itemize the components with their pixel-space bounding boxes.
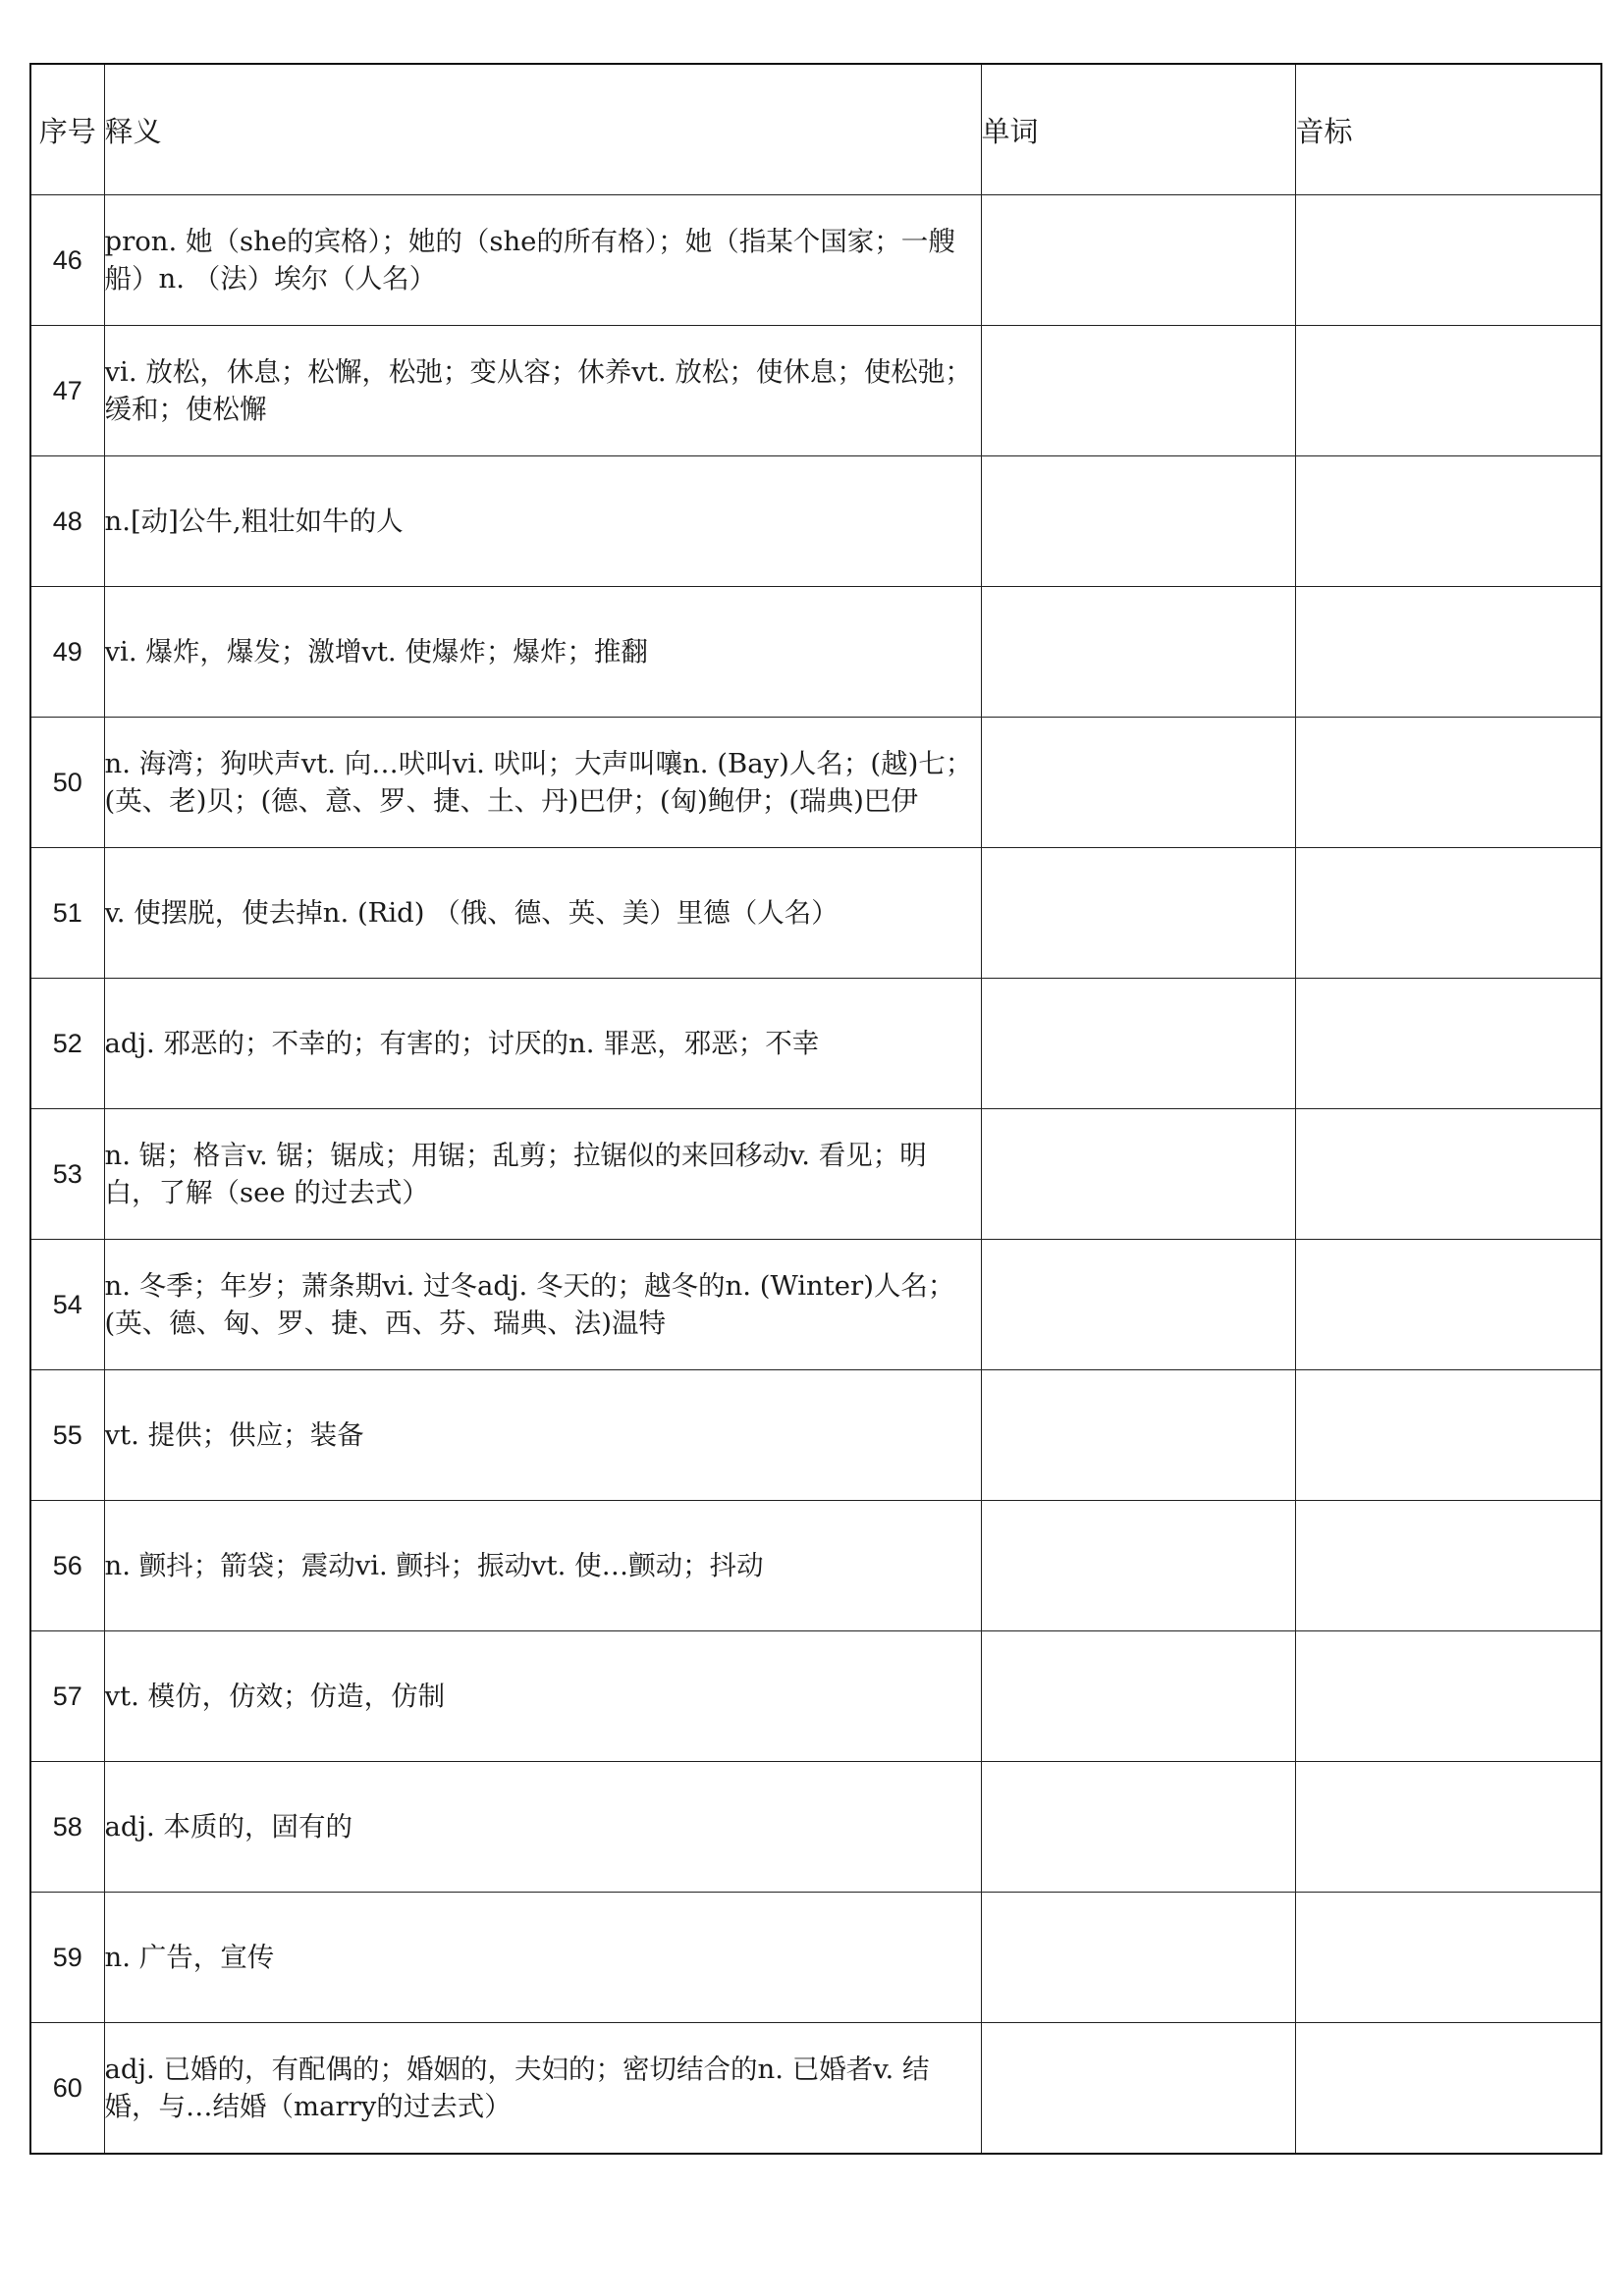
row-definition: vt. 提供；供应；装备 <box>104 1370 981 1501</box>
row-number: 55 <box>30 1370 104 1501</box>
row-word-cell[interactable] <box>981 456 1295 587</box>
row-phonetic-cell[interactable] <box>1295 718 1601 848</box>
row-word-cell[interactable] <box>981 718 1295 848</box>
row-word-cell[interactable] <box>981 2023 1295 2155</box>
table-row <box>30 1501 1601 1631</box>
row-definition: vi. 放松，休息；松懈，松弛；变从容；休养vt. 放松；使休息；使松弛；缓和；使松懈 <box>104 326 981 456</box>
row-phonetic-cell[interactable] <box>1295 326 1601 456</box>
row-definition: vt. 模仿，仿效；仿造，仿制 <box>104 1631 981 1762</box>
row-definition: n. 锯；格言v. 锯；锯成；用锯；乱剪；拉锯似的来回移动v. 看见；明白，了解（see 的过去式） <box>104 1109 981 1240</box>
row-word-cell[interactable] <box>981 1893 1295 2023</box>
vocabulary-table <box>29 63 1602 2155</box>
table-row <box>30 326 1601 456</box>
row-phonetic-cell[interactable] <box>1295 195 1601 326</box>
row-definition: pron. 她（she的宾格）；她的（she的所有格）；她（指某个国家；一艘船）n. （法）埃尔（人名） <box>104 195 981 326</box>
table-row <box>30 979 1601 1109</box>
table-row <box>30 195 1601 326</box>
row-number: 47 <box>30 326 104 456</box>
table-row <box>30 587 1601 718</box>
table-row <box>30 1762 1601 1893</box>
row-number: 57 <box>30 1631 104 1762</box>
header-number: 序号 <box>30 64 104 195</box>
table-row <box>30 1893 1601 2023</box>
row-phonetic-cell[interactable] <box>1295 456 1601 587</box>
table-row <box>30 718 1601 848</box>
row-number: 48 <box>30 456 104 587</box>
row-word-cell[interactable] <box>981 1240 1295 1370</box>
row-word-cell[interactable] <box>981 326 1295 456</box>
row-number: 51 <box>30 848 104 979</box>
row-phonetic-cell[interactable] <box>1295 1501 1601 1631</box>
table-row <box>30 848 1601 979</box>
row-word-cell[interactable] <box>981 1370 1295 1501</box>
row-definition: adj. 邪恶的；不幸的；有害的；讨厌的n. 罪恶，邪恶；不幸 <box>104 979 981 1109</box>
row-definition: n. 颤抖；箭袋；震动vi. 颤抖；振动vt. 使…颤动；抖动 <box>104 1501 981 1631</box>
row-word-cell[interactable] <box>981 1631 1295 1762</box>
row-number: 50 <box>30 718 104 848</box>
row-phonetic-cell[interactable] <box>1295 1631 1601 1762</box>
row-phonetic-cell[interactable] <box>1295 2023 1601 2155</box>
table-row <box>30 1370 1601 1501</box>
header-phonetic: 音标 <box>1295 64 1601 195</box>
row-word-cell[interactable] <box>981 195 1295 326</box>
row-word-cell[interactable] <box>981 1762 1295 1893</box>
row-definition: v. 使摆脱，使去掉n. (Rid) （俄、德、英、美）里德（人名） <box>104 848 981 979</box>
row-phonetic-cell[interactable] <box>1295 1109 1601 1240</box>
row-word-cell[interactable] <box>981 1501 1295 1631</box>
header-word: 单词 <box>981 64 1295 195</box>
row-number: 46 <box>30 195 104 326</box>
row-definition: n. 海湾；狗吠声vt. 向…吠叫vi. 吠叫；大声叫嚷n. (Bay)人名；(越)七；(英、老)贝；(德、意、罗、捷、土、丹)巴伊；(匈)鲍伊；(瑞典)巴伊 <box>104 718 981 848</box>
row-phonetic-cell[interactable] <box>1295 1370 1601 1501</box>
header-row <box>30 64 1601 195</box>
row-word-cell[interactable] <box>981 979 1295 1109</box>
row-definition: adj. 本质的，固有的 <box>104 1762 981 1893</box>
row-definition: n. 广告，宣传 <box>104 1893 981 2023</box>
row-number: 60 <box>30 2023 104 2155</box>
table-row <box>30 456 1601 587</box>
table-row <box>30 1240 1601 1370</box>
row-number: 56 <box>30 1501 104 1631</box>
row-phonetic-cell[interactable] <box>1295 979 1601 1109</box>
row-number: 49 <box>30 587 104 718</box>
row-phonetic-cell[interactable] <box>1295 1762 1601 1893</box>
row-word-cell[interactable] <box>981 848 1295 979</box>
row-phonetic-cell[interactable] <box>1295 587 1601 718</box>
row-definition: vi. 爆炸，爆发；激增vt. 使爆炸；爆炸；推翻 <box>104 587 981 718</box>
row-phonetic-cell[interactable] <box>1295 1240 1601 1370</box>
row-number: 58 <box>30 1762 104 1893</box>
row-word-cell[interactable] <box>981 1109 1295 1240</box>
header-definition: 释义 <box>104 64 981 195</box>
row-definition: n.[动]公牛,粗壮如牛的人 <box>104 456 981 587</box>
row-number: 53 <box>30 1109 104 1240</box>
row-definition: adj. 已婚的，有配偶的；婚姻的，夫妇的；密切结合的n. 已婚者v. 结婚，与…结婚（marry的过去式） <box>104 2023 981 2155</box>
row-phonetic-cell[interactable] <box>1295 848 1601 979</box>
row-number: 59 <box>30 1893 104 2023</box>
table-row <box>30 2023 1601 2155</box>
row-phonetic-cell[interactable] <box>1295 1893 1601 2023</box>
table-row <box>30 1631 1601 1762</box>
row-number: 54 <box>30 1240 104 1370</box>
table-row <box>30 1109 1601 1240</box>
row-definition: n. 冬季；年岁；萧条期vi. 过冬adj. 冬天的；越冬的n. (Winter)人名；(英、德、匈、罗、捷、西、芬、瑞典、法)温特 <box>104 1240 981 1370</box>
row-word-cell[interactable] <box>981 587 1295 718</box>
row-number: 52 <box>30 979 104 1109</box>
